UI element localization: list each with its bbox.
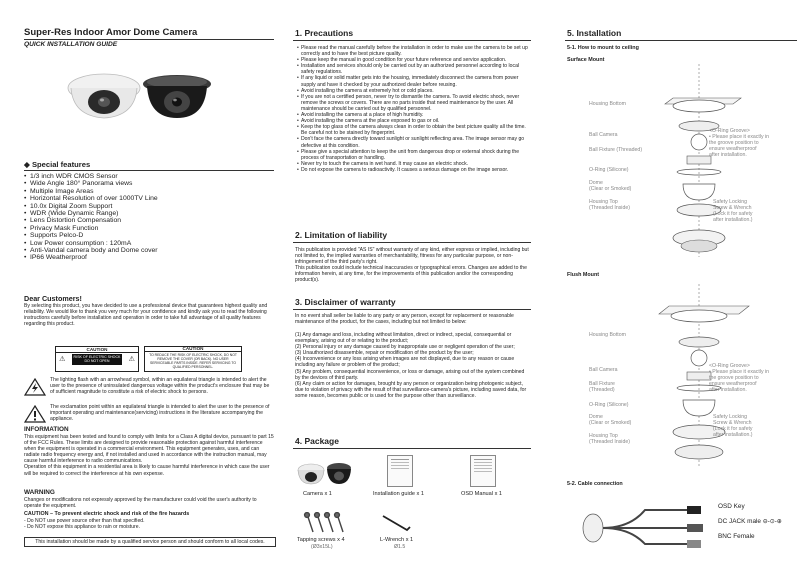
- precaution-item: • Don't face the camera directly toward sunlight or sunlight reflecting area. The image sensor may go defective at this condition.: [297, 136, 529, 148]
- label-housing-top: Housing Top (Threaded Inside): [589, 199, 630, 211]
- disclaimer-intro: In no event shall seller be liable to any party or any person, except for replacement or reasonable maintenance of the product, for the cases, including but not limited to below:: [295, 313, 514, 326]
- label-ball-fixture: Ball Fixture (Threaded): [589, 147, 643, 153]
- label-dome: Dome (Clear or Smoked): [589, 180, 632, 192]
- disclaimer-item: (2) Personal injury or any damage caused by inappropriate use or negligent operation of the user;: [295, 344, 515, 351]
- label-ball-camera: Ball Camera: [589, 132, 618, 138]
- section-precautions-title: 1. Precautions: [293, 27, 531, 41]
- label-flush-dome: Dome (Clear or Smoked): [589, 414, 632, 426]
- package-guide-image: [387, 455, 413, 487]
- feature-item: • Multiple Image Areas: [24, 188, 274, 195]
- dear-title: Dear Customers!: [24, 294, 82, 303]
- package-camera-image: [295, 458, 355, 486]
- exclamation-triangle-icon: [24, 405, 46, 423]
- section-package-title: 4. Package: [293, 435, 531, 449]
- mount-ceiling-title: 5-1. How to mount to ceiling: [567, 45, 639, 51]
- feature-item: • Anti-Vandal camera body and Dome cover: [24, 247, 274, 254]
- label-flush-housing-bottom: Housing Bottom: [589, 332, 626, 338]
- cable-connection-diagram: [575, 488, 710, 548]
- caution-label-1-line1: RISK OF ELECTRIC SHOCK: [73, 355, 121, 359]
- feature-item: • IP66 Weatherproof: [24, 254, 274, 261]
- package-wrench-label: L-Wrench x 1: [380, 537, 414, 543]
- precaution-item: • Avoid installing the camera at a place of high humidity.: [297, 112, 529, 118]
- caution-label-1-head: CAUTION: [56, 347, 138, 353]
- footer-notice-box: This installation should be made by a qualified service person and should conform to all local codes.: [24, 537, 276, 547]
- lightning-text: The lighting flash with an arrowhead symbol, within an equilateral triangle is intended to alert the user to the presence of uninsulated dangerous voltage within the product's enclosure that may be of sufficient magnitude to constitute a risk of electric shock to persons.: [50, 377, 270, 396]
- package-osd-label: OSD Manual x 1: [461, 491, 503, 497]
- label-flush-safety-lock: Safety Locking Screw & Wrench (Lock it for safety after installation.): [713, 414, 753, 438]
- precaution-item: • Please keep the manual in good condition for your future reference and service application.: [297, 57, 529, 63]
- caution-fire-title: CAUTION – To prevent electric shock and risk of the fire hazards: [24, 511, 190, 517]
- diamond-icon: ◆: [24, 160, 32, 169]
- label-housing-bottom: Housing Bottom: [589, 101, 626, 107]
- feature-item: • 10.0x Digital Zoom Support: [24, 203, 274, 210]
- label-flush-oring: O-Ring (Silicone): [589, 402, 629, 408]
- dear-text: By selecting this product, you have decided to use a professional device that guarantees highest quality and reliability. We would like to thank you very much for your confidence and kindly ask you to read the following instructions carefully before installation and operation in order to take full advantage of all quality features regarding this product.: [24, 303, 268, 328]
- section-liability-title: 2. Limitation of liability: [293, 229, 531, 243]
- label-safety-lock: Safety Locking Screw & Wrench (Lock it for safety after installation.): [713, 199, 753, 223]
- exclamation-text: The exclamation point within an equilateral triangle is intended to alert the user to the presence of important operating and maintenance(servicing) instructions in the literature accompanying the appliance.: [50, 404, 270, 423]
- precaution-item: • Avoid installing the camera at the place exposed to gas or oil.: [297, 118, 529, 124]
- package-screws-label: Tapping screws x 4: [297, 537, 345, 543]
- precaution-item: • Keep the top glass of the camera always clean in order to obtain the best picture quality all the time. Be careful not to be stained by fingerprint.: [297, 124, 529, 136]
- label-flush-oring-groove: <O-Ring Groove> • Please place it exactly in the groove position to ensure weatherproof after installation.: [709, 363, 770, 393]
- feature-item: • WDR (Wide Dynamic Range): [24, 210, 274, 217]
- cable-connection-title: 5-2. Cable connection: [567, 481, 623, 487]
- package-wrench-image: [381, 513, 411, 533]
- disclaimer-item: (6) Any claim or action for damages, brought by any person or organization being photogenic subject, due to violation of privacy with the result of that surveillance-camera's picture, including saved data, for some reason, becomes public or is used for the purpose other than surveillance.: [295, 380, 527, 399]
- feature-item: • Supports Pelco-D: [24, 232, 274, 239]
- caution-label-2-text: TO REDUCE THE RISK OF ELECTRIC SHOCK, DO NOT REMOVE THE COVER (OR BACK). NO USER SERVICEABLE PARTS INSIDE. REFER SERVICING TO QUALIFIED PERSONNEL.: [149, 353, 237, 369]
- features-rule: [24, 170, 274, 171]
- caution-fire-text: - Do NOT use power source other than that specified. - Do NOT expose this appliance to rain or moisture.: [24, 518, 145, 531]
- precaution-item: • Please give a special attention to keep the unit from dangerous drop or external shock during the process of transportation or handling.: [297, 149, 529, 161]
- feature-item: • Horizontal Resolution of over 1000TV Line: [24, 195, 274, 202]
- lightning-triangle-icon: [24, 378, 46, 396]
- caution-label-1: [55, 346, 139, 372]
- guide-subtitle: QUICK INSTALLATION GUIDE: [24, 41, 118, 48]
- caution-label-2-head: CAUTION: [145, 347, 241, 352]
- cable-dc-jack: [718, 518, 782, 525]
- caution-label-1-line2: DO NOT OPEN: [84, 359, 110, 364]
- liability-text: This publication is provided "AS IS" without warranty of any kind, either express or implied, including but not limited to, the implied warranties of merchantability, fitness for any particular purpose, or non-infringement of the third party's right. This publication could include technical inaccuracies or typographical errors. Changes are added to the information herein, at any time, for the improvements of this publication and/or the corresponding product(s).: [295, 247, 529, 284]
- surface-mount-diagram: [645, 62, 765, 262]
- disclaimer-item: (5) Any problem, consequential inconvenience, or loss or damage, arising out of the system combined by the devices of third party.: [295, 368, 525, 381]
- precautions-list: [297, 45, 529, 173]
- disclaimer-item: (1) Any damage and loss, including without limitation, direct or indirect, special, consequential or exemplary, arising out of or relating to the product;: [295, 332, 512, 345]
- label-oring: O-Ring (Silicone): [589, 167, 629, 173]
- caution-label-2: [144, 346, 242, 372]
- feature-item: • Lens Distortion Compensation: [24, 217, 274, 224]
- feature-item: • Privacy Mask Function: [24, 225, 274, 232]
- label-flush-housing-top: Housing Top (Threaded Inside): [589, 433, 630, 445]
- precaution-item: • Avoid installing the camera at extremely hot or cold places.: [297, 88, 529, 94]
- feature-item: • Wide Angle 180° Panorama views: [24, 180, 274, 187]
- precaution-item: • Installation and services should only be carried out by an authorized personnel according to local safety regulations.: [297, 63, 529, 75]
- title-rule: [24, 39, 274, 40]
- cable-bnc: BNC Female: [718, 533, 755, 540]
- package-screws-size: (Ø3x15L): [311, 544, 333, 550]
- disclaimer-item: (3) Unauthorized disassemble, repair or modification of the product by the user;: [295, 350, 474, 357]
- information-title: INFORMATION: [24, 426, 69, 433]
- package-wrench-size: Ø1.5: [394, 544, 406, 550]
- warning-title: WARNING: [24, 489, 55, 496]
- precaution-item: • Do not expose the camera to radioactivity. It causes a serious damage on the image sensor.: [297, 167, 529, 173]
- package-osd-image: [470, 455, 496, 487]
- label-oring-groove: <O-Ring Groove> • Please place it exactly in the groove position to ensure weatherproof after installation.: [709, 128, 770, 158]
- camera-photo-black: [137, 72, 217, 120]
- label-flush-ball-fixture: Ball Fixture (Threaded): [589, 381, 615, 393]
- exclamation-icon: ⚠: [128, 356, 135, 364]
- section-installation-title: 5. Installation: [565, 27, 797, 41]
- surface-mount-title: Surface Mount: [567, 57, 605, 63]
- disclaimer-item: (4) Inconvenience or any loss arising when images are not displayed, due to any reason or cause including any failure or problem of the product;: [295, 356, 515, 369]
- feature-item: • 1/3 inch WDR CMOS Sensor: [24, 173, 274, 180]
- package-guide-label: Installation guide x 1: [373, 491, 424, 497]
- label-flush-ball-camera: Ball Camera: [589, 367, 618, 373]
- warning-text: Changes or modifications not expressly approved by the manufacturer could void the user's authority to operate the equipment.: [24, 497, 257, 510]
- precaution-item: • If you are not a certified person, never try to dismantle the camera. To avoid electric shock, never remove the screws or covers. There are no parts inside that need maintenance by the user. All maintenance should be carried out by qualified personnel.: [297, 94, 529, 112]
- section-disclaimer-title: 3. Disclaimer of warranty: [293, 296, 531, 310]
- features-title: ◆ Special features: [24, 160, 91, 169]
- guide-title: Super-Res Indoor Amor Dome Camera: [24, 27, 198, 38]
- information-text: This equipment has been tested and found to comply with limits for a Class A digital device, pursuant to part 15 of the FCC Rules. These limits are designed to provide reasonable protection against harmful interference when the equipment is operated in a commercial environment. This equipment generates, uses, and can radiate radio frequency energy and, if not installed and used in accordance with the instruction manual, may cause harmful interference to radio communications. Operation of this equipment in a residential area is likely to cause harmful interference in which case the user will be required to correct the interference at his own expense.: [24, 434, 274, 477]
- precaution-item: • Please read the manual carefully before the installation in order to make use the camera to be set up correctly and to have the best picture quality.: [297, 45, 529, 57]
- cable-dc-jack-label: DC JACK male: [718, 518, 761, 525]
- lightning-icon: ⚠: [59, 356, 66, 364]
- feature-item: • Low Power consumption : 120mA: [24, 240, 274, 247]
- features-list: [24, 173, 274, 262]
- cable-osd-key: OSD Key: [718, 503, 745, 510]
- precaution-item: • If any liquid or solid matter gets into the housing, immediately disconnect the camera from power supply and have it checked by your authorized dealer before reusing.: [297, 75, 529, 87]
- package-camera-label: Camera x 1: [303, 491, 332, 497]
- precaution-item: • Never try to touch the camera in wet hand. It may cause an electric shock.: [297, 161, 529, 167]
- flush-mount-title: Flush Mount: [567, 272, 600, 278]
- package-screws-image: [303, 512, 347, 534]
- camera-photo-white: [65, 68, 143, 120]
- polarity-icon: ⊖-⊙-⊕: [762, 519, 782, 525]
- disclaimer-list: [295, 332, 529, 399]
